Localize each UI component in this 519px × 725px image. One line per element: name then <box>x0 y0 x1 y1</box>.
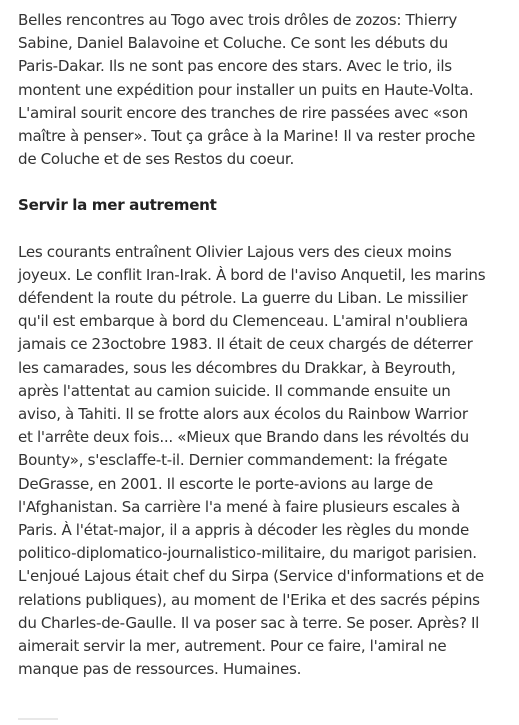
paragraph-line: après l'attentat au camion suicide. Il commande ensuite un <box>18 381 451 400</box>
paragraph-1 <box>18 9 513 171</box>
paragraph-line: L'amiral sourit encore des tranches de rire passées avec «son <box>18 103 468 122</box>
paragraph-line: qu'il est embarque à bord du Clemenceau. L'amiral n'oubliera <box>18 312 469 331</box>
paragraph-2 <box>18 241 513 682</box>
paragraph-line: de Coluche et de ses Restos du coeur. <box>18 150 294 169</box>
paragraph-line: joyeux. Le conflit Iran-Irak. À bord de l'aviso Anquetil, les marins <box>18 265 486 284</box>
paragraph-line: manque pas de ressources. Humaines. <box>18 660 302 679</box>
paragraph-line: les camarades, sous les décombres du Drakkar, à Beyrouth, <box>18 358 456 377</box>
article-body <box>18 9 513 681</box>
paragraph-line: aimerait servir la mer, autrement. Pour ce faire, l'amiral ne <box>18 637 447 656</box>
paragraph-line: Les courants entraînent Olivier Lajous vers des cieux moins <box>18 242 452 261</box>
paragraph-line: Paris-Dakar. Ils ne sont pas encore des stars. Avec le trio, ils <box>18 57 452 76</box>
paragraph-line: DeGrasse, en 2001. Il escorte le porte-avions au large de <box>18 474 434 493</box>
paragraph-line: aviso, à Tahiti. Il se frotte alors aux écolos du Rainbow Warrior <box>18 405 468 424</box>
paragraph-line: et l'arrête deux fois... «Mieux que Brando dans les révoltés du <box>18 428 469 447</box>
paragraph-line: jamais ce 23octobre 1983. Il était de ceux chargés de déterrer <box>18 335 473 354</box>
paragraph-line: relations publiques), au moment de l'Erika et des sacrés pépins <box>18 590 480 609</box>
paragraph-line: Paris. À l'état-major, il a appris à décoder les règles du monde <box>18 521 470 540</box>
paragraph-line: du Charles-de-Gaulle. Il va poser sac à terre. Se poser. Après? Il <box>18 613 480 632</box>
paragraph-line: maître à penser». Tout ça grâce à la Marine! Il va rester proche <box>18 127 476 146</box>
paragraph-line: montent une expédition pour installer un puits en Haute-Volta. <box>18 80 474 99</box>
paragraph-line: Sabine, Daniel Balavoine et Coluche. Ce sont les débuts du <box>18 34 448 53</box>
section-heading: Servir la mer autrement <box>18 196 217 215</box>
paragraph-line: Bounty», s'esclaffe-t-il. Dernier commandement: la frégate <box>18 451 448 470</box>
paragraph-line: l'Afghanistan. Sa carrière l'a mené à faire plusieurs escales à <box>18 497 461 516</box>
bottom-divider <box>18 718 58 720</box>
paragraph-line: Belles rencontres au Togo avec trois drôles de zozos: Thierry <box>18 11 458 29</box>
paragraph-line: L'enjoué Lajous était chef du Sirpa (Service d'informations et de <box>18 567 484 586</box>
paragraph-line: politico-diplomatico-journalistico-militaire, du marigot parisien. <box>18 544 477 563</box>
paragraph-line: défendent la route du pétrole. La guerre du Liban. Le missilier <box>18 289 468 308</box>
